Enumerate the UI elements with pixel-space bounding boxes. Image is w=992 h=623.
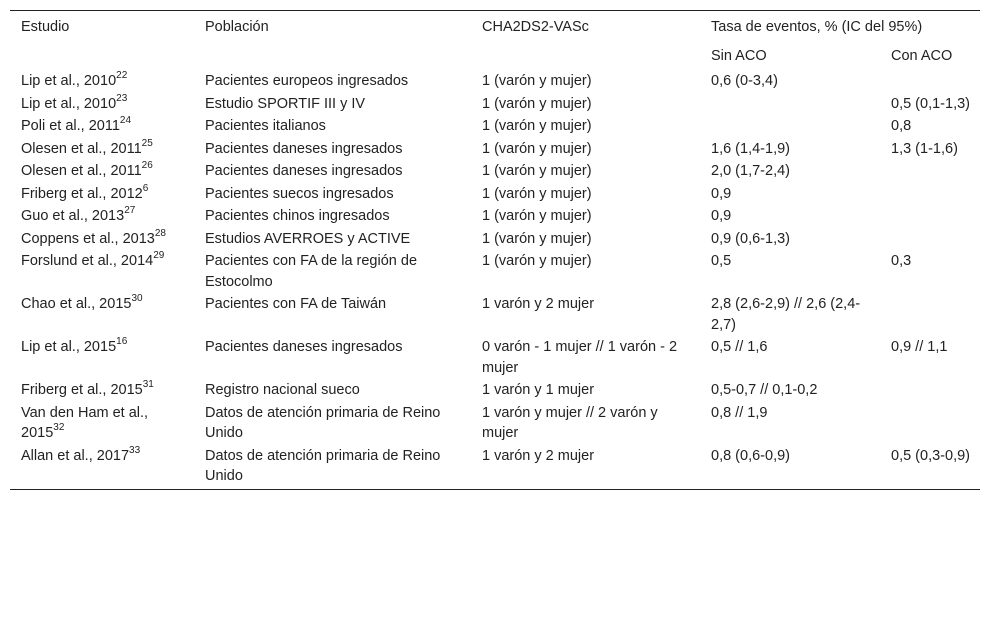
cell-sin-aco: 1,6 (1,4-1,9) <box>711 140 790 157</box>
reference-number: 30 <box>131 293 143 305</box>
col-header-sin-aco: Sin ACO <box>711 47 767 64</box>
table-row <box>10 293 980 336</box>
cell-score: 1 (varón y mujer) <box>482 163 592 179</box>
cell-con-aco <box>880 205 980 228</box>
study-name: Friberg et al., 2012 <box>21 185 143 202</box>
cell-score: 0 varón - 1 mujer // 1 varón - 2 mujer <box>482 339 678 376</box>
cell-score: 1 varón y mujer // 2 varón y mujer <box>482 404 658 441</box>
reference-number: 33 <box>129 444 141 456</box>
table-row <box>10 336 980 379</box>
cell-sin-aco: 0,8 // 1,9 <box>711 404 768 421</box>
table-header <box>10 11 980 72</box>
cell-study <box>10 160 194 183</box>
cell-score: 1 varón y 2 mujer <box>482 296 595 312</box>
cell-con-aco: 0,9 // 1,1 <box>891 339 948 355</box>
study-name: Coppens et al., 2013 <box>21 230 155 247</box>
cell-score: 1 (varón y mujer) <box>482 253 592 269</box>
cell-study <box>10 93 194 116</box>
reference-number: 26 <box>141 160 153 172</box>
cell-population: Pacientes con FA de Taiwán <box>205 296 387 312</box>
table-row <box>10 205 980 228</box>
cell-con-aco <box>880 71 980 93</box>
cell-sin-aco: 0,6 (0-3,4) <box>711 73 778 89</box>
cell-score: 1 (varón y mujer) <box>482 208 592 224</box>
cell-sin-aco: 0,5-0,7 // 0,1-0,2 <box>711 382 818 398</box>
cell-population: Pacientes italianos <box>205 118 326 134</box>
reference-number: 22 <box>116 70 128 82</box>
table-row <box>10 445 980 490</box>
cell-sin-aco <box>700 93 880 116</box>
cell-population: Pacientes europeos ingresados <box>205 73 409 89</box>
reference-number: 31 <box>142 379 154 391</box>
cell-score: 1 (varón y mujer) <box>482 118 592 134</box>
cell-sin-aco: 0,8 (0,6-0,9) <box>711 447 790 464</box>
cell-con-aco: 0,8 <box>891 118 912 134</box>
cell-score: 1 varón y 1 mujer <box>482 382 595 398</box>
cell-population: Pacientes con FA de la región de Estocolmo <box>205 253 418 290</box>
col-header-poblacion: Población <box>205 19 269 35</box>
cell-con-aco: 0,3 <box>891 253 912 269</box>
reference-number: 16 <box>116 336 128 348</box>
cell-score: 1 (varón y mujer) <box>482 140 592 157</box>
cell-sin-aco: 2,0 (1,7-2,4) <box>711 163 790 179</box>
cell-population: Datos de atención primaria de Reino Unido <box>205 447 441 484</box>
cell-sin-aco: 0,9 <box>711 185 732 202</box>
cell-study <box>10 138 194 161</box>
table-body <box>10 71 980 489</box>
cell-study <box>10 250 194 293</box>
cell-score: 1 (varón y mujer) <box>482 73 592 89</box>
study-name: Poli et al., 2011 <box>21 118 120 134</box>
col-header-con-aco: Con ACO <box>891 47 953 64</box>
cell-population: Pacientes daneses ingresados <box>205 163 403 179</box>
cell-population: Estudios AVERROES y ACTIVE <box>205 230 411 247</box>
table-row <box>10 250 980 293</box>
cell-score: 1 varón y 2 mujer <box>482 447 595 464</box>
cell-study <box>10 293 194 336</box>
cell-study <box>10 402 194 445</box>
reference-number: 27 <box>124 205 136 217</box>
study-name: Chao et al., 2015 <box>21 296 132 312</box>
cell-study <box>10 445 194 490</box>
study-name: Olesen et al., 2011 <box>21 140 142 157</box>
cell-con-aco <box>880 379 980 402</box>
cell-sin-aco: 0,5 <box>711 253 732 269</box>
cell-population: Estudio SPORTIF III y IV <box>205 95 366 112</box>
cell-study <box>10 205 194 228</box>
cell-study <box>10 379 194 402</box>
cell-sin-aco: 0,9 <box>711 208 732 224</box>
cell-population: Registro nacional sueco <box>205 382 360 398</box>
cell-con-aco <box>880 160 980 183</box>
study-name: Olesen et al., 2011 <box>21 163 142 179</box>
cell-study <box>10 228 194 251</box>
data-table <box>10 10 980 490</box>
study-name: Guo et al., 2013 <box>21 208 125 224</box>
reference-number: 32 <box>53 422 65 434</box>
table-row <box>10 160 980 183</box>
study-name: Allan et al., 2017 <box>21 447 130 464</box>
col-header-estudio: Estudio <box>21 19 70 35</box>
cell-population: Pacientes daneses ingresados <box>205 339 403 355</box>
cell-population: Pacientes chinos ingresados <box>205 208 390 224</box>
cell-population: Pacientes suecos ingresados <box>205 185 394 202</box>
study-name: Friberg et al., 2015 <box>21 382 143 398</box>
table-container <box>10 10 980 490</box>
cell-sin-aco <box>700 115 880 138</box>
cell-con-aco: 0,5 (0,1-1,3) <box>891 95 970 112</box>
cell-con-aco: 0,5 (0,3-0,9) <box>891 447 970 464</box>
cell-population: Pacientes daneses ingresados <box>205 140 403 157</box>
cell-con-aco <box>880 293 980 336</box>
reference-number: 29 <box>153 250 165 262</box>
col-header-score: CHA2DS2-VASc <box>482 19 589 35</box>
study-name: Forslund et al., 2014 <box>21 253 154 269</box>
reference-number: 23 <box>116 92 128 104</box>
cell-con-aco <box>880 228 980 251</box>
table-row <box>10 183 980 206</box>
table-row <box>10 379 980 402</box>
cell-population: Datos de atención primaria de Reino Unido <box>205 404 441 441</box>
study-name: Van den Ham et al., 2015 <box>21 404 149 441</box>
reference-number: 25 <box>141 137 153 149</box>
cell-score: 1 (varón y mujer) <box>482 95 592 112</box>
table-row <box>10 402 980 445</box>
cell-score: 1 (varón y mujer) <box>482 230 592 247</box>
cell-study <box>10 336 194 379</box>
reference-number: 6 <box>142 182 149 194</box>
cell-score: 1 (varón y mujer) <box>482 185 592 202</box>
cell-sin-aco: 2,8 (2,6-2,9) // 2,6 (2,4-2,7) <box>711 296 861 333</box>
table-row <box>10 115 980 138</box>
cell-study <box>10 71 194 93</box>
study-name: Lip et al., 2015 <box>21 339 117 355</box>
cell-sin-aco: 0,9 (0,6-1,3) <box>711 230 790 247</box>
cell-study <box>10 183 194 206</box>
cell-con-aco <box>880 183 980 206</box>
col-header-tasa: Tasa de eventos, % (IC del 95%) <box>711 19 923 35</box>
cell-study <box>10 115 194 138</box>
table-row <box>10 228 980 251</box>
table-row <box>10 138 980 161</box>
study-name: Lip et al., 2010 <box>21 95 117 112</box>
cell-con-aco <box>880 402 980 445</box>
table-row <box>10 71 980 93</box>
cell-sin-aco: 0,5 // 1,6 <box>711 339 768 355</box>
table-row <box>10 93 980 116</box>
reference-number: 24 <box>119 115 132 127</box>
reference-number: 28 <box>154 227 166 239</box>
study-name: Lip et al., 2010 <box>21 73 117 89</box>
cell-con-aco: 1,3 (1-1,6) <box>891 140 958 157</box>
